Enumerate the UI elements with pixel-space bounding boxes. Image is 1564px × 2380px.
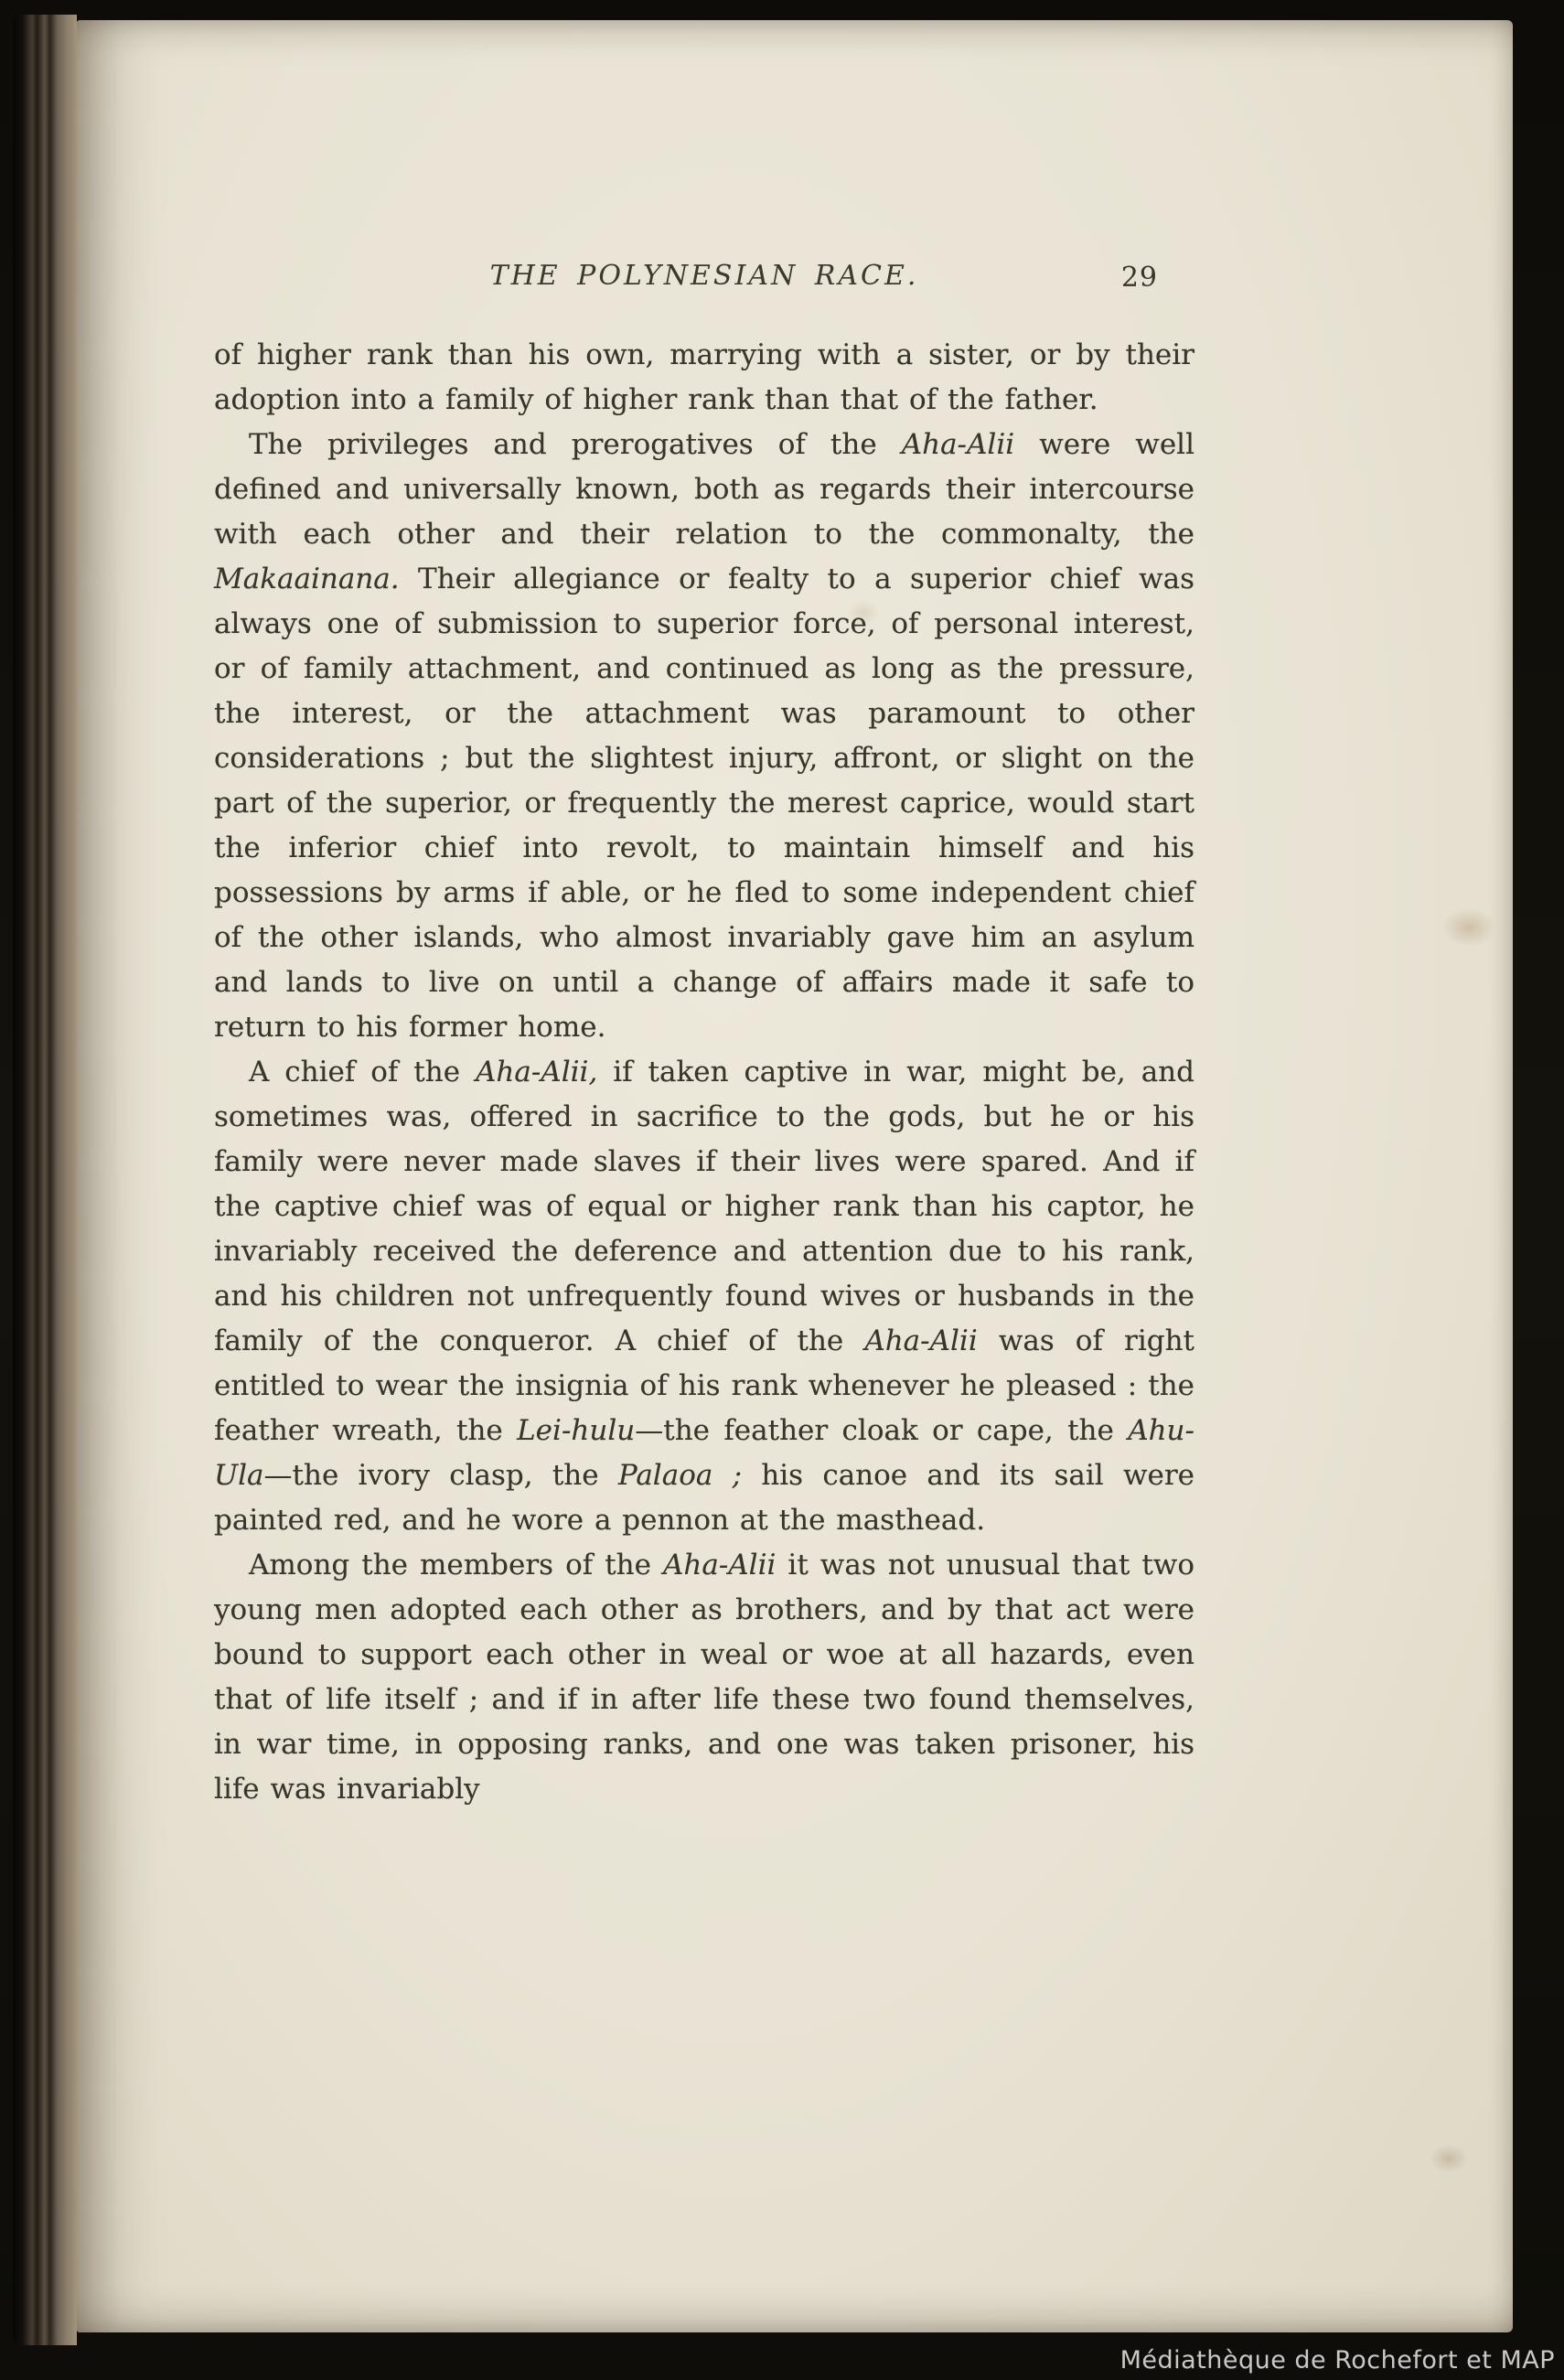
italic-term: Makaainana. [214, 563, 400, 595]
page-number: 29 [1120, 262, 1158, 294]
text-run: Their allegiance or fealty to a superior chief was always one of submission to superior force, of personal interest, or of family attachment, and continued as long as the pressure, the interest, or the attachment was paramount to other considerations ; but the slightest injury, affront, or slight on the part of the superior, or frequently the merest caprice, would start the inferior chief into revolt, to maintain himself and his possessions by arms if able, or he fled to some independent chief of the other islands, who almost invariably gave him an asylum and lands to live on until a change of affairs made it safe to return to his former home. [214, 563, 1194, 1044]
running-title: THE POLYNESIAN RACE. [489, 260, 919, 292]
text-run: it was not unusual that two young men adopted each other as brothers, and by that act were bound to support each other in weal or woe at all hazards, even that of life itself ; and if in after life these two found themselves, in war time, in opposing ranks, and one was taken prisoner, his life was invariably [214, 1549, 1194, 1806]
paragraph [214, 1050, 1194, 1543]
book-page [77, 20, 1513, 2332]
text-run: if taken captive in war, might be, and sometimes was, offered in sacrifice to the gods, but he or his family were never made slaves if their lives were spared. And if the captive chief was of equal or higher rank than his captor, he invariably received the deference and attention due to his rank, and his children not unfrequently found wives or husbands in the family of the conqueror. A chief of the [214, 1056, 1194, 1357]
italic-term: Ahu-Ula [214, 1414, 1194, 1492]
text-run: were well defined and universally known, both as regards their intercourse with each other and their relation to the commonalty, the [214, 428, 1194, 551]
text-run: The privileges and prerogatives of the [249, 428, 902, 461]
watermark: Médiathèque de Rochefort et MAP [1119, 2346, 1555, 2375]
paragraph [214, 1543, 1194, 1812]
text-run: A chief of the [249, 1056, 476, 1088]
page-header [214, 260, 1194, 300]
text-run: of higher rank than his own, marrying with a sister, or by their adoption into a family of higher rank than that of the father. [214, 338, 1194, 416]
italic-term: Lei-hulu [517, 1414, 636, 1447]
italic-term: Aha-Alii [864, 1324, 978, 1357]
page-content [77, 20, 1513, 1812]
text-run: his canoe and its sail were painted red, and he wore a pennon at the masthead. [214, 1459, 1194, 1537]
page-body [214, 333, 1194, 1812]
italic-term: Aha-Alii [662, 1549, 777, 1581]
text-run: Among the members of the [249, 1549, 663, 1581]
text-run: was of right entitled to wear the insignia of his rank whenever he pleased : the feather wreath, the [214, 1324, 1194, 1447]
italic-term: Aha-Alii [901, 428, 1015, 461]
paragraph [214, 423, 1194, 1050]
italic-term: Aha-Alii, [476, 1056, 598, 1088]
text-run: —the feather cloak or cape, the [635, 1414, 1129, 1447]
text-run: —the ivory clasp, the [263, 1459, 618, 1492]
book-spine-page-edges [13, 15, 77, 2345]
italic-term: Palaoa ; [617, 1459, 743, 1492]
paragraph [214, 333, 1194, 423]
